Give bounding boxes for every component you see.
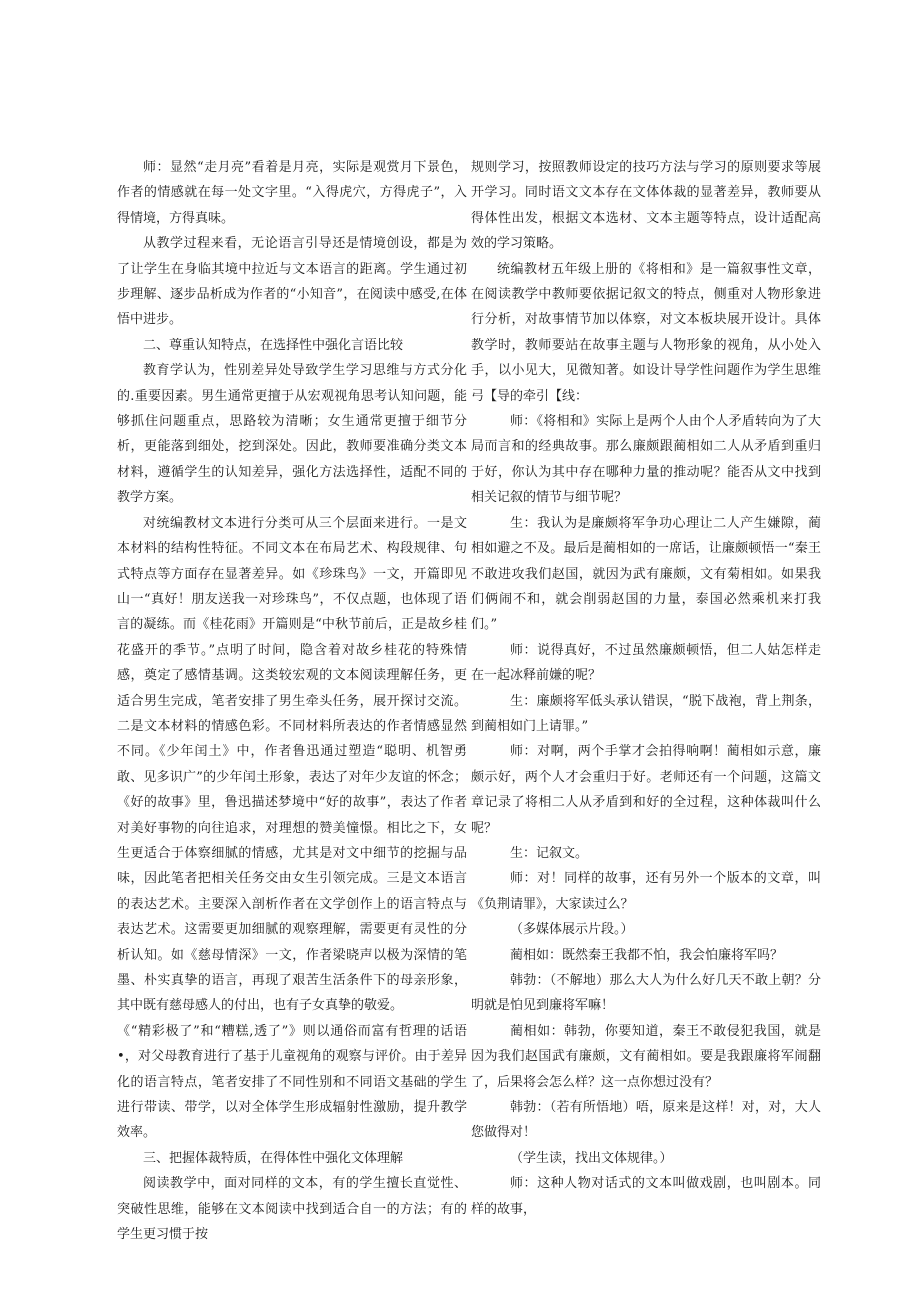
left-text-column: [117, 155, 467, 1247]
paragraph: 二、尊重认知特点，在选择性中强化言语比较: [143, 337, 404, 353]
paragraph: 对统编教材文本进行分类可从三个层面来进行。一是文本材料的结构性特征。不同文本在布局艺术、构段规律、句式特点等方面存在显著差异。如《珍珠鸟》一文，开篇即见山一“真好！朋友送我一对珍珠鸟”，不仅点题，也体现了语言的凝练。而《桂花雨》开篇则是“中秋节前后，正是故乡桂花盛开的季节。”点明了时间，隐含着对故乡桂花的特殊情感，奠定了感情基调。这类较宏观的文本阅读理解任务，更适合男生完成，笔者安排了男生牵头任务，展开探讨交流。二是文本材料的情感色彩。不同材料所表达的作者情感显然不同。《少年闰土》中，作者鲁迅通过塑造“聪明、机智勇敢、见多识广”的少年闰土形象，表达了对年少友谊的怀念；《好的故事》里，鲁迅描述梦境中“好的故事”，表达了作者对美好事物的向往追求，对理想的赞美憧憬。相比之下，女生更适合于体察细腻的情感，尤其是对文中细节的挖掘与品味，因此笔者把相关任务交由女生引领完成。三是文本语言的表达艺术。主要深入剖析作者在文学创作上的语言特点与表达艺术。这需要更加细腻的观察理解，需要更有灵性的分析认知。如《慈母情深》一文，作者梁晓声以极为深情的笔墨、朴实真挚的语言，再现了艰苦生活条件下的母亲形象，其中既有慈母感人的付出，也有子女真挚的敬爱。: [117, 515, 467, 1014]
paragraph: 蔺相如：韩勃，你要知道，秦王不敢侵犯我国，就是因为我们赵国武有廉颇，文有蔺相如。要是我跟廉将军闹翻了，后果将会怎么样？这一点你想过没有？: [471, 1023, 821, 1090]
paragraph: 生：廉颇将军低头承认错误，“脱下战袍，背上荆条，到蔺相如门上请罪。”: [471, 693, 821, 734]
right-text-column: [471, 155, 821, 1222]
paragraph: 三、把握体裁特质，在得体性中强化文体理解: [143, 1150, 404, 1166]
paragraph: 阅读教学中，面对同样的文本，有的学生擅长直觉性、突破性思维，能够在文本阅读中找到适合自一的方法；有的学生更习惯于按: [117, 1176, 467, 1243]
paragraph: 生：记叙文。: [510, 845, 589, 861]
paragraph: 师：说得真好，不过虽然廉颇顿悟，但二人姑怎样走在一起冰释前嫌的呢？: [471, 642, 821, 684]
paragraph: 生：我认为是廉颇将军争功心理让二人产生嫌隙，蔺相如避之不及。最后是蔺相如的一席话，让廉颇顿悟一“秦王不敢进攻我们赵国，就因为武有廉颇，文有菊相如。如果我们俩闹不和，就会削弱赵国的力量，泰国必然乘机来打我们。”: [471, 515, 821, 633]
paragraph: 韩勃：（若有所悟地）唔，原来是这样！对，对，大人您做得对！: [471, 1100, 821, 1141]
paragraph: 师：对啊，两个手掌才会拍得响啊！蔺相如示意，廉颇示好，两个人才会重归于好。老师还有一个问题，这篇文章记录了将相二人从矛盾到和好的全过程，这种体裁叫什么呢？: [471, 744, 821, 836]
paragraph: 统编教材五年级上册的《将相和》是一篇叙事性文章，在阅读教学中教师要依据记叙文的特点，侧重对人物形象进行分析，对故事情节加以体察，对文本板块展开设计。具体教学时，教师要站在故事主题与人物形象的视角，从小处入手，以小见大，见微知著。如设计导学性问题作为学生思维弓【导的牵引【线：: [471, 261, 821, 404]
paragraph: （多媒体展示片段。）: [510, 922, 634, 938]
paragraph: 师：这种人物对话式的文本叫做戏剧，也叫剧本。同样的故事，: [471, 1176, 821, 1217]
paragraph: （学生读，找出文体规律。）: [510, 1150, 673, 1166]
paragraph: 从教学过程来看，无论语言引导还是情境创设，都是为了让学生在身临其境中拉近与文本语言的距离。学生通过初步理解、逐步品析成为作者的“小知音”，在阅读中感受,在体悟中进步。: [117, 236, 467, 328]
paragraph: 《“精彩极了”和“糟糕,透了”》则以通俗而富有哲理的话语•，对父母教育进行了基于儿童视角的观察与评价。由于差异化的语言特点，笔者安排了不同性别和不同语文基础的学生进行带读、带学，以对全体学生形成辐射性激励，提升教学效率。: [117, 1023, 467, 1141]
paragraph: 师：对！同样的故事，还有另外一个版本的文章，叫《负荆请罪》，大家读过么？: [471, 871, 821, 912]
paragraph: 规则学习，按照教师设定的技巧方法与学习的原则要求等展开学习。同时语文文本存在文体体裁的显著差异，教师要从得体性出发，根据文本选材、文本主题等特点，设计适配高效的学习策略。: [471, 160, 821, 252]
paragraph: 教育学认为，性别差异处导致学生学习思维与方式分化的.重要因素。男生通常更擅于从宏观视角思考认知问题，能够抓住问题重点，思路较为清晰；女生通常更擅于细节分析，更能落到细处，挖到深处。因此，教师要准确分类文本材料，遵循学生的认知差异，强化方法选择性，适配不同的教学方案。: [117, 363, 467, 506]
paragraph: 师：显然“走月亮”看着是月亮，实际是观赏月下景色，作者的情感就在每一处文字里。“入得虎穴，方得虎子”，入得情境，方得真味。: [117, 160, 467, 226]
paragraph: 师：《将相和》实际上是两个人由个人矛盾转向为了大局而言和的经典故事。那么廉颇跟蔺相如二人从矛盾到重归于好，你认为其中存在哪种力量的推动呢？能否从文中找到相关记叙的情节与细节呢？: [471, 414, 821, 506]
paragraph: 蔺相如：既然秦王我都不怕，我会怕廉将军吗？: [510, 947, 784, 963]
paragraph: 韩勃：（不解地）那么大人为什么好几天不敢上朝？分明就是怕见到廉将军嘛！: [471, 973, 821, 1014]
